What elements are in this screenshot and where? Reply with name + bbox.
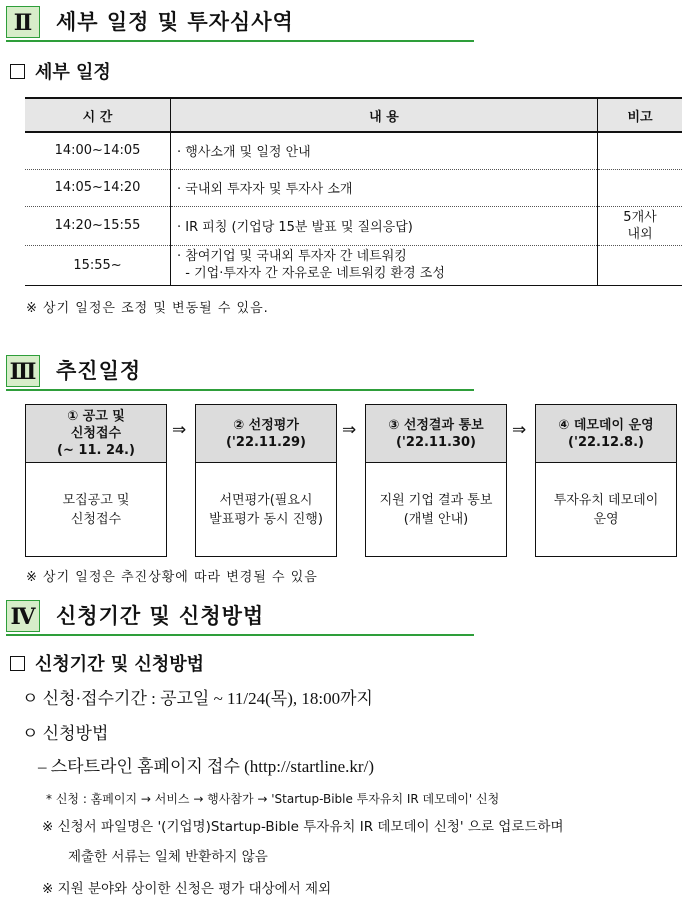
table-row bbox=[25, 245, 682, 285]
apply-exclusion-note: ※ 지원 분야와 상이한 신청은 평가 대상에서 제외 bbox=[42, 881, 332, 897]
apply-filename-note: ※ 신청서 파일명은 '(기업명)Startup-Bible 투자유치 IR 데모데이 신청' 으로 업로드하며 bbox=[42, 819, 564, 835]
step-body: 모집공고 및 신청접수 bbox=[62, 493, 130, 527]
subheading-apply: 신청기간 및 신청방법 bbox=[10, 650, 204, 676]
step-body: 투자유치 데모데이 운영 bbox=[553, 493, 659, 527]
table-row bbox=[25, 169, 682, 206]
step-header: ① 공고 및 신청접수 (~ 11. 24.) bbox=[26, 405, 166, 463]
step-body: 서면평가(필요시 발표평가 동시 진행) bbox=[209, 493, 323, 527]
time-cell: 14:20~15:55 bbox=[25, 206, 171, 245]
content-cell: · 참여기업 및 국내외 투자자 간 네트워킹 - 기업·투자자 간 자유로운 네트워킹 환경 조성 bbox=[171, 245, 598, 285]
header-remark: 비고 bbox=[598, 98, 683, 132]
arrow-icon: ⇒ bbox=[512, 420, 527, 440]
step-header: ③ 선정결과 통보 ('22.11.30) bbox=[366, 405, 506, 463]
header-time: 시 간 bbox=[25, 98, 171, 132]
section-header-4 bbox=[6, 600, 474, 636]
process-step-2 bbox=[195, 404, 337, 557]
apply-filename-note-2: 제출한 서류는 일체 반환하지 않음 bbox=[68, 849, 268, 865]
subheading-schedule: 세부 일정 bbox=[10, 58, 111, 84]
checkbox-square-icon bbox=[10, 64, 25, 79]
step-header: ② 선정평가 ('22.11.29) bbox=[196, 405, 336, 463]
content-cell: · 행사소개 및 일정 안내 bbox=[171, 132, 598, 169]
checkbox-square-icon bbox=[10, 656, 25, 671]
table-row bbox=[25, 206, 682, 245]
time-cell: 14:00~14:05 bbox=[25, 132, 171, 169]
step-header: ④ 데모데이 운영 ('22.12.8.) bbox=[536, 405, 676, 463]
section-header-2 bbox=[6, 6, 474, 42]
header-content: 내 용 bbox=[171, 98, 598, 132]
table-row bbox=[25, 132, 682, 169]
remark-cell bbox=[598, 132, 683, 169]
section-title: 신청기간 및 신청방법 bbox=[56, 604, 265, 628]
arrow-icon: ⇒ bbox=[172, 420, 187, 440]
apply-online: – 스타트라인 홈페이지 접수 (http://startline.kr/) bbox=[38, 757, 374, 776]
remark-cell bbox=[598, 245, 683, 285]
arrow-icon: ⇒ bbox=[342, 420, 357, 440]
schedule-table bbox=[25, 97, 682, 286]
process-step-3 bbox=[365, 404, 507, 557]
schedule-note: ※ 상기 일정은 조정 및 변동될 수 있음. bbox=[26, 301, 269, 316]
process-step-1 bbox=[25, 404, 167, 557]
section-number: Ⅱ bbox=[6, 6, 40, 38]
section-number: Ⅲ bbox=[6, 355, 40, 387]
section-title: 추진일정 bbox=[56, 359, 142, 383]
apply-method: ㅇ 신청방법 bbox=[22, 724, 109, 743]
table-header-row bbox=[25, 98, 682, 132]
process-step-4 bbox=[535, 404, 677, 557]
apply-period: ㅇ 신청·접수기간 : 공고일 ~ 11/24(목), 18:00까지 bbox=[22, 689, 373, 708]
content-cell: · IR 피칭 (기업당 15분 발표 및 질의응답) bbox=[171, 206, 598, 245]
time-cell: 15:55~ bbox=[25, 245, 171, 285]
process-note: ※ 상기 일정은 추진상황에 따라 변경될 수 있음 bbox=[26, 570, 318, 585]
time-cell: 14:05~14:20 bbox=[25, 169, 171, 206]
section-header-3 bbox=[6, 355, 474, 391]
apply-path: * 신청 : 홈페이지 → 서비스 → 행사참가 → 'Startup-Bible 투자유치 IR 데모데이' 신청 bbox=[46, 792, 500, 806]
content-cell: · 국내외 투자자 및 투자사 소개 bbox=[171, 169, 598, 206]
remark-cell bbox=[598, 169, 683, 206]
section-title: 세부 일정 및 투자심사역 bbox=[56, 10, 294, 34]
step-body: 지원 기업 결과 통보 (개별 안내) bbox=[379, 493, 493, 527]
remark-cell: 5개사 내외 bbox=[598, 206, 683, 245]
section-number: Ⅳ bbox=[6, 600, 40, 632]
